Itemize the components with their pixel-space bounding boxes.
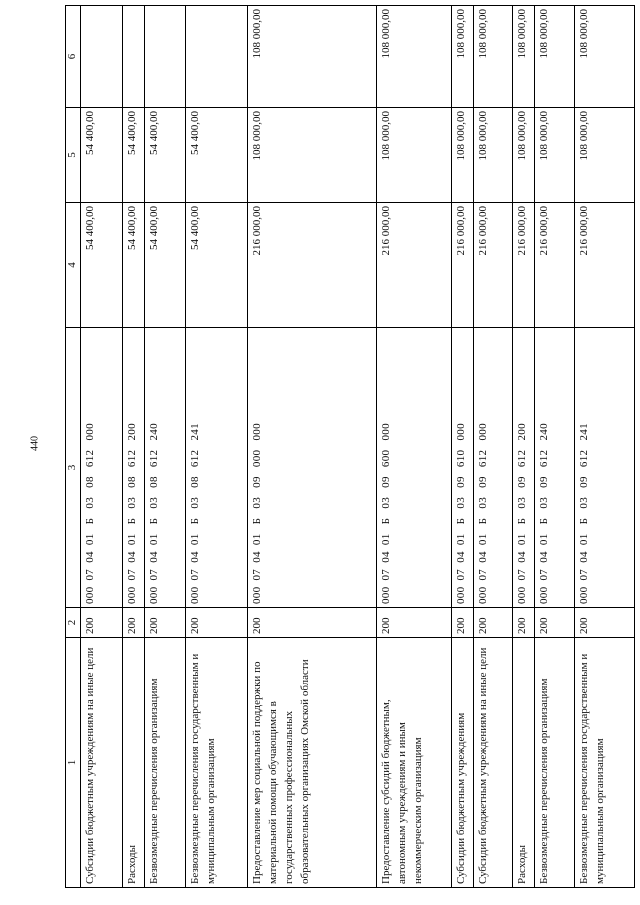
row-budget-code: 000 07 04 01 Б 03 08 612 000 — [81, 328, 123, 608]
row-value-5: 108 000,00 — [473, 108, 512, 203]
row-name: Предоставление субсидий бюджетным, автономным учреждениям и иным некоммерческим организациям — [377, 638, 452, 888]
row-value-5: 108 000,00 — [451, 108, 473, 203]
row-value-6: 108 000,00 — [473, 6, 512, 108]
row-admin-code: 200 — [377, 608, 452, 638]
row-value-6 — [144, 6, 186, 108]
row-admin-code: 200 — [81, 608, 123, 638]
row-value-5: 54 400,00 — [144, 108, 186, 203]
table-row — [574, 6, 634, 888]
row-name: Субсидии бюджетным учреждениям на иные цели — [473, 638, 512, 888]
row-value-4: 216 000,00 — [513, 203, 535, 328]
row-name: Предоставление мер социальной поддержки по материальной помощи обучающимся в государственных профессиональных образовательных организациях Омской области — [247, 638, 376, 888]
row-budget-code: 000 07 04 01 Б 03 09 600 000 — [377, 328, 452, 608]
table-row — [377, 6, 452, 888]
row-value-4: 216 000,00 — [535, 203, 574, 328]
row-admin-code: 200 — [247, 608, 376, 638]
row-budget-code: 000 07 04 01 Б 03 09 612 241 — [574, 328, 634, 608]
row-value-6: 108 000,00 — [513, 6, 535, 108]
row-value-5: 54 400,00 — [81, 108, 123, 203]
table-row — [247, 6, 376, 888]
table-row — [81, 6, 123, 888]
column-header: 5 — [66, 108, 81, 203]
row-value-6: 108 000,00 — [377, 6, 452, 108]
row-value-6: 108 000,00 — [451, 6, 473, 108]
row-value-4: 216 000,00 — [451, 203, 473, 328]
row-value-5: 108 000,00 — [513, 108, 535, 203]
table-row — [473, 6, 512, 888]
row-name: Безвозмездные перечисления государственным и муниципальным организациям — [186, 638, 247, 888]
row-value-4: 216 000,00 — [574, 203, 634, 328]
row-budget-code: 000 07 04 01 Б 03 08 612 200 — [122, 328, 144, 608]
row-value-6 — [81, 6, 123, 108]
row-value-6 — [122, 6, 144, 108]
rotated-page-content — [65, 6, 635, 888]
row-name: Расходы — [122, 638, 144, 888]
table-row — [122, 6, 144, 888]
row-budget-code: 000 07 04 01 Б 03 09 612 000 — [473, 328, 512, 608]
row-value-6: 108 000,00 — [574, 6, 634, 108]
row-budget-code: 000 07 04 01 Б 03 09 612 240 — [535, 328, 574, 608]
row-budget-code: 000 07 04 01 Б 03 08 612 240 — [144, 328, 186, 608]
row-value-6: 108 000,00 — [535, 6, 574, 108]
column-header: 2 — [66, 608, 81, 638]
row-admin-code: 200 — [574, 608, 634, 638]
table-row — [513, 6, 535, 888]
row-admin-code: 200 — [451, 608, 473, 638]
row-value-5: 108 000,00 — [377, 108, 452, 203]
header-row — [66, 6, 81, 888]
row-value-6: 108 000,00 — [247, 6, 376, 108]
column-header: 4 — [66, 203, 81, 328]
row-budget-code: 000 07 04 01 Б 03 09 610 000 — [451, 328, 473, 608]
row-budget-code: 000 07 04 01 Б 03 08 612 241 — [186, 328, 247, 608]
row-name: Расходы — [513, 638, 535, 888]
row-budget-code: 000 07 04 01 Б 03 09 612 200 — [513, 328, 535, 608]
row-value-4: 54 400,00 — [122, 203, 144, 328]
row-name: Безвозмездные перечисления организациям — [144, 638, 186, 888]
row-admin-code: 200 — [186, 608, 247, 638]
row-value-4: 216 000,00 — [473, 203, 512, 328]
row-value-4: 54 400,00 — [81, 203, 123, 328]
page-number: 440 — [29, 436, 41, 451]
budget-table — [65, 5, 635, 888]
table-row — [535, 6, 574, 888]
table-row — [144, 6, 186, 888]
column-header: 6 — [66, 6, 81, 108]
row-admin-code: 200 — [513, 608, 535, 638]
row-name: Субсидии бюджетным учреждениям — [451, 638, 473, 888]
row-value-4: 54 400,00 — [186, 203, 247, 328]
row-admin-code: 200 — [144, 608, 186, 638]
row-value-5: 108 000,00 — [535, 108, 574, 203]
row-value-4: 216 000,00 — [377, 203, 452, 328]
row-value-5: 108 000,00 — [574, 108, 634, 203]
row-admin-code: 200 — [473, 608, 512, 638]
table-row — [451, 6, 473, 888]
row-value-6 — [186, 6, 247, 108]
row-budget-code: 000 07 04 01 Б 03 09 000 000 — [247, 328, 376, 608]
row-value-4: 216 000,00 — [247, 203, 376, 328]
row-name: Безвозмездные перечисления государственным и муниципальным организациям — [574, 638, 634, 888]
column-header: 1 — [66, 638, 81, 888]
row-admin-code: 200 — [122, 608, 144, 638]
row-value-5: 108 000,00 — [247, 108, 376, 203]
row-name: Субсидии бюджетным учреждениям на иные цели — [81, 638, 123, 888]
row-value-5: 54 400,00 — [122, 108, 144, 203]
column-header: 3 — [66, 328, 81, 608]
row-value-5: 54 400,00 — [186, 108, 247, 203]
row-admin-code: 200 — [535, 608, 574, 638]
row-value-4: 54 400,00 — [144, 203, 186, 328]
row-name: Безвозмездные перечисления организациям — [535, 638, 574, 888]
table-row — [186, 6, 247, 888]
